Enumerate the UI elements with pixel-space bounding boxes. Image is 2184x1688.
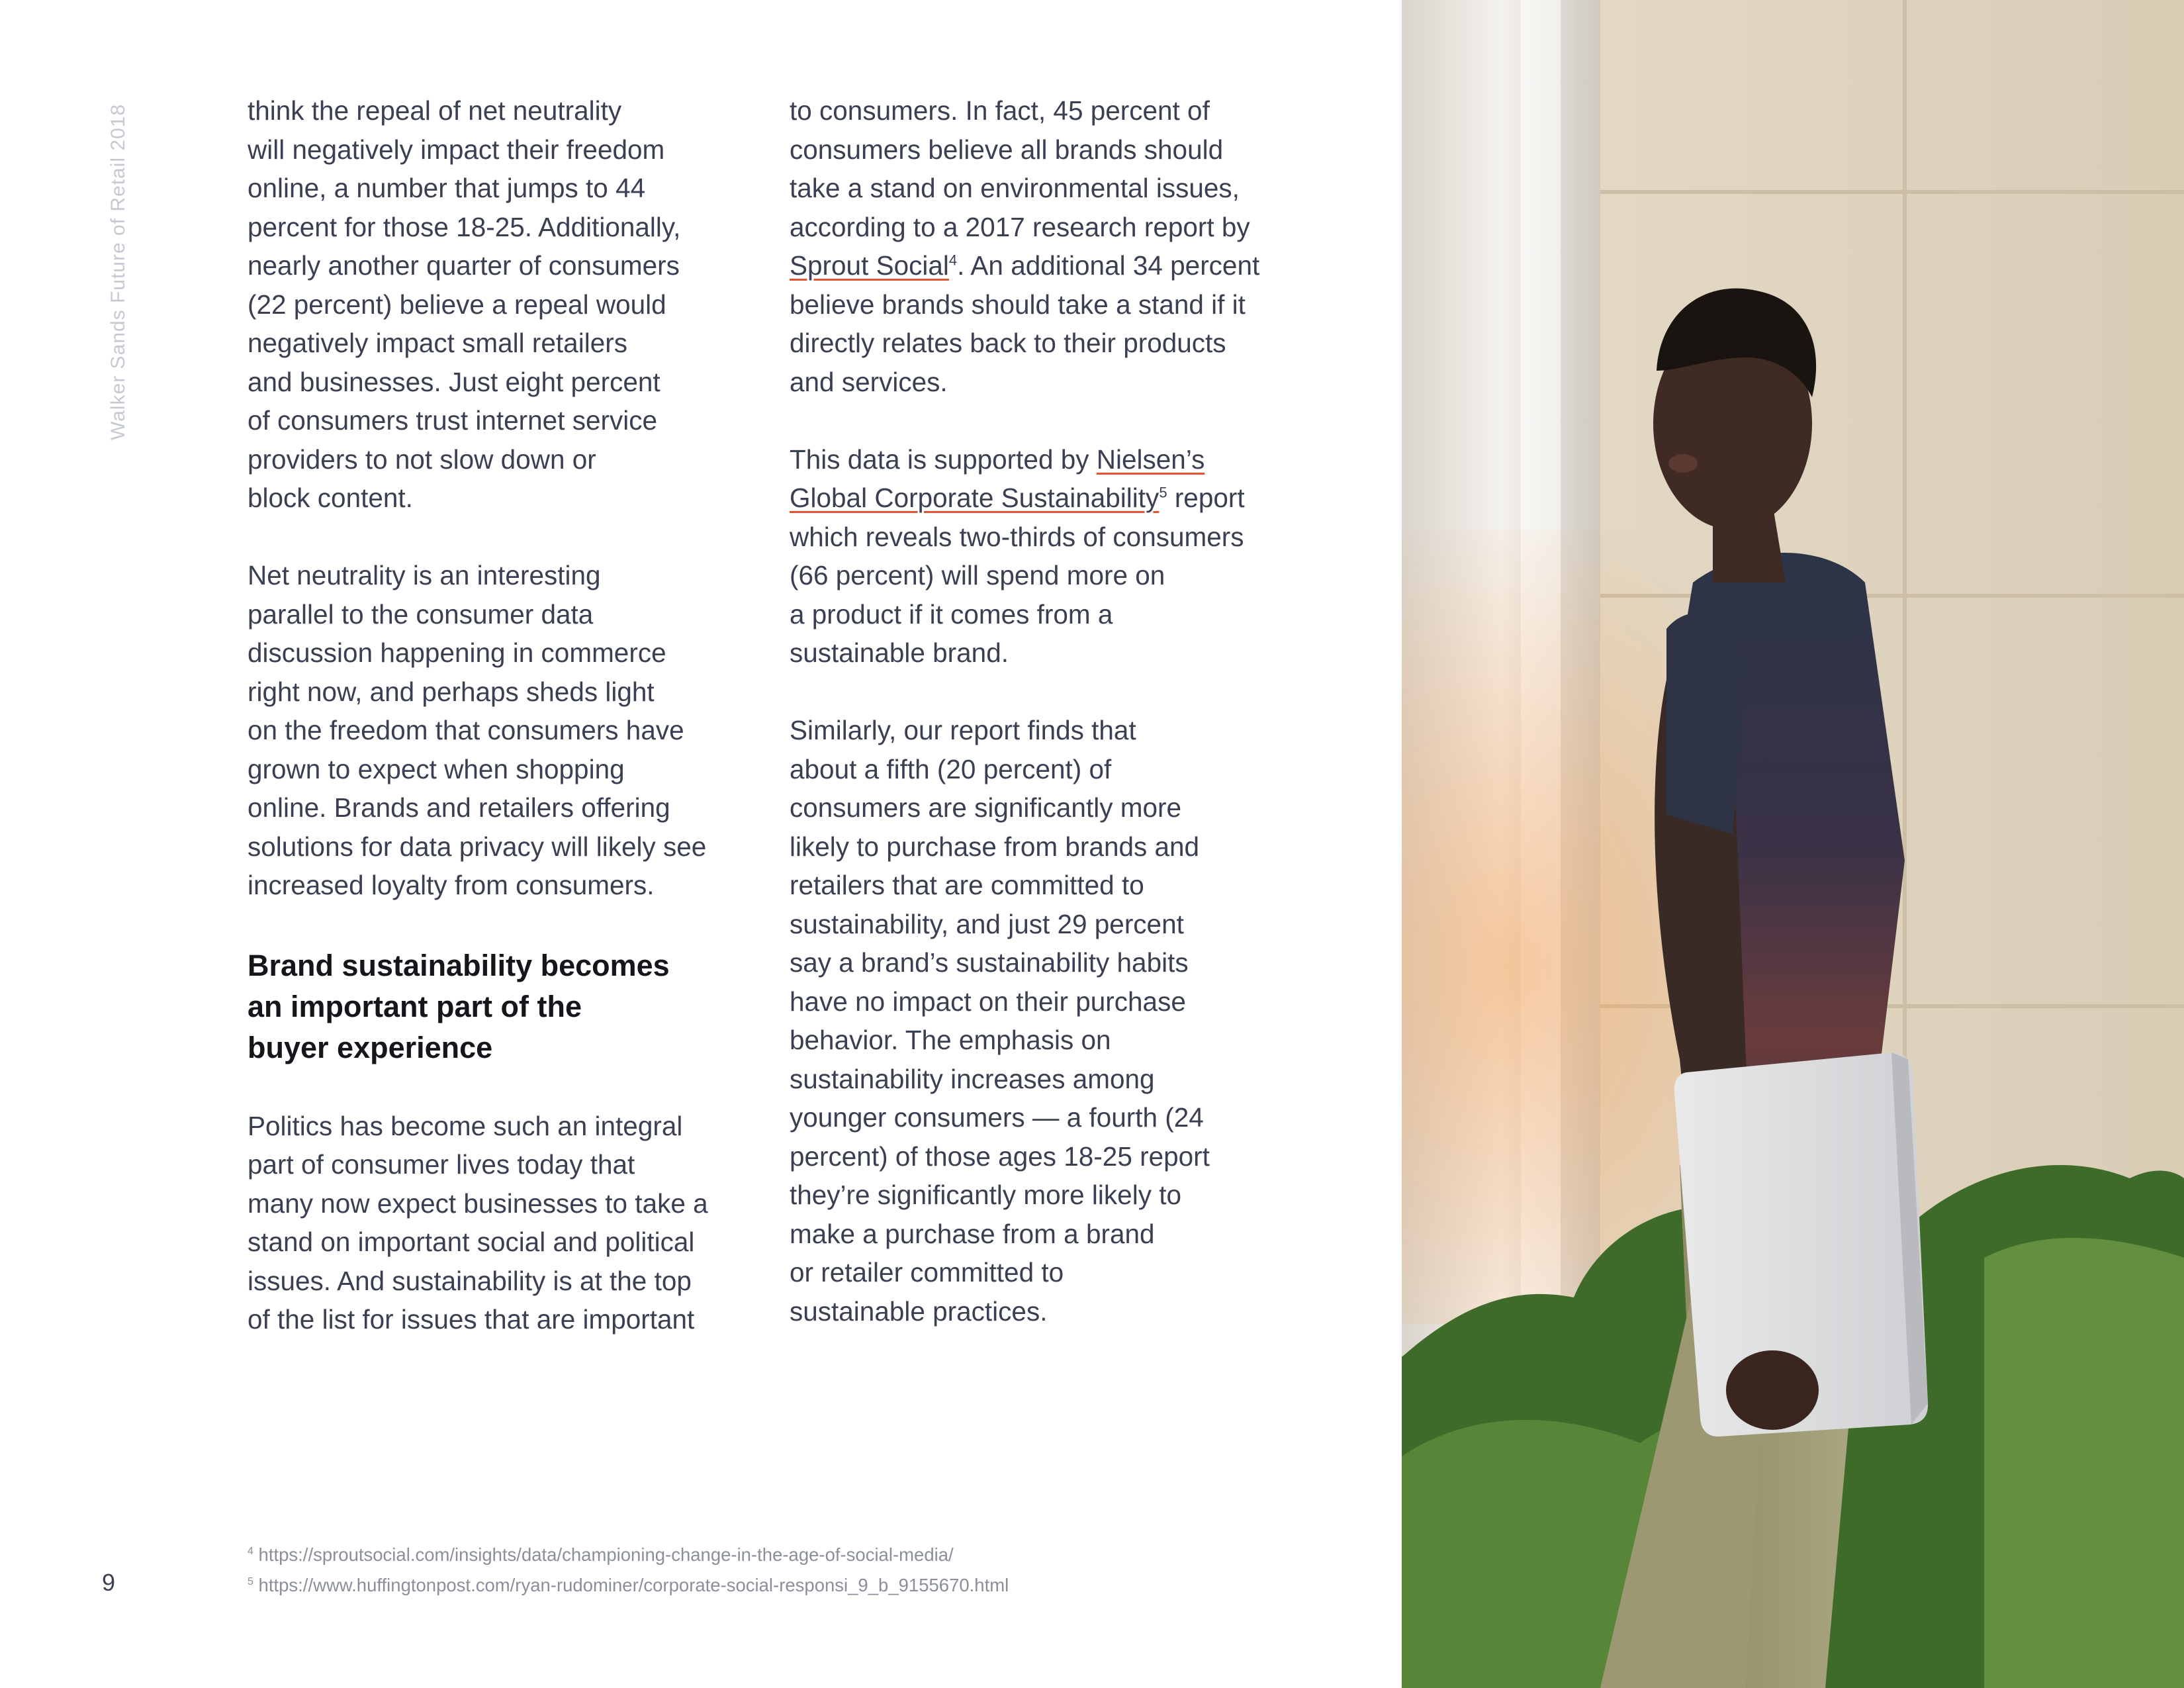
- footnote-number: 5: [248, 1575, 253, 1587]
- man-walking-with-laptop-photo: [1402, 0, 2184, 1688]
- paragraph-nielsen: [790, 440, 1319, 673]
- text-run: . An additional 34 percent believe brands should take a stand if it directly relates back to their products and services.: [790, 250, 1260, 397]
- left-column: [248, 91, 764, 1378]
- footnote-4: [248, 1540, 1009, 1570]
- page-number: 9: [102, 1569, 116, 1596]
- footnote-ref-4[interactable]: 4: [948, 252, 958, 269]
- paragraph-net-neutrality-parallel: Net neutrality is an interesting parallel to the consumer data discussion happening in commerce right now, and perhaps sheds light on the freedom that consumers have grown to expect when shopping online. Brands and retailers offering solutions for data privacy will likely see increased loyalty from consumers.: [248, 560, 707, 900]
- text-run: report which reveals two-thirds of consumers (66 percent) will spend more on a product if it comes from a sustainable brand.: [790, 483, 1245, 668]
- nielsen-report-link[interactable]: Nielsen’s Global Corporate Sustainability: [790, 444, 1205, 513]
- paragraph-net-neutrality-stats: think the repeal of net neutrality will negatively impact their freedom online, a number that jumps to 44 percent for those 18-25. Additionally, nearly another quarter of consumers (22 percent) believe a repeal would negatively impact small retailers and businesses. Just eight percent of consumers trust internet service providers to not slow down or block content.: [248, 95, 681, 513]
- footnotes: [248, 1540, 1009, 1601]
- side-label-report-title: Walker Sands Future of Retail 2018: [107, 103, 129, 440]
- text-run: to consumers. In fact, 45 percent of consumers believe all brands should take a stand on environmental issues, according to a 2017 research report by: [790, 95, 1250, 242]
- paragraph-report-findings: Similarly, our report finds that about a fifth (20 percent) of consumers are significantly more likely to purchase from brands and retailers that are committed to sustainability, and just 29 percent say a brand’s sustainability habits have no impact on their purchase behavior. The emphasis on sustainability increases among younger consumers — a fourth (24 percent) of those ages 18-25 report they’re significantly more likely to make a purchase from a brand or retailer committed to sustainable practices.: [790, 715, 1210, 1327]
- footnote-5: [248, 1570, 1009, 1601]
- footnote-number: 4: [248, 1545, 253, 1557]
- right-column: [790, 91, 1319, 1370]
- footnote-url[interactable]: https://sproutsocial.com/insights/data/championing-change-in-the-age-of-social-media/: [258, 1544, 954, 1565]
- sprout-social-link[interactable]: Sprout Social: [790, 250, 949, 281]
- footnote-url[interactable]: https://www.huffingtonpost.com/ryan-rudominer/corporate-social-responsi_9_b_9155670.html: [258, 1575, 1009, 1595]
- footnote-ref-5[interactable]: 5: [1159, 484, 1167, 501]
- text-run: This data is supported by: [790, 444, 1097, 475]
- section-heading: Brand sustainability becomes an important part of the buyer experience: [248, 948, 670, 1064]
- paragraph-politics: Politics has become such an integral part of consumer lives today that many now expect businesses to take a stand on important social and political issues. And sustainability is at the top of the list for issues that are important: [248, 1110, 708, 1335]
- paragraph-sprout-social: [790, 91, 1319, 401]
